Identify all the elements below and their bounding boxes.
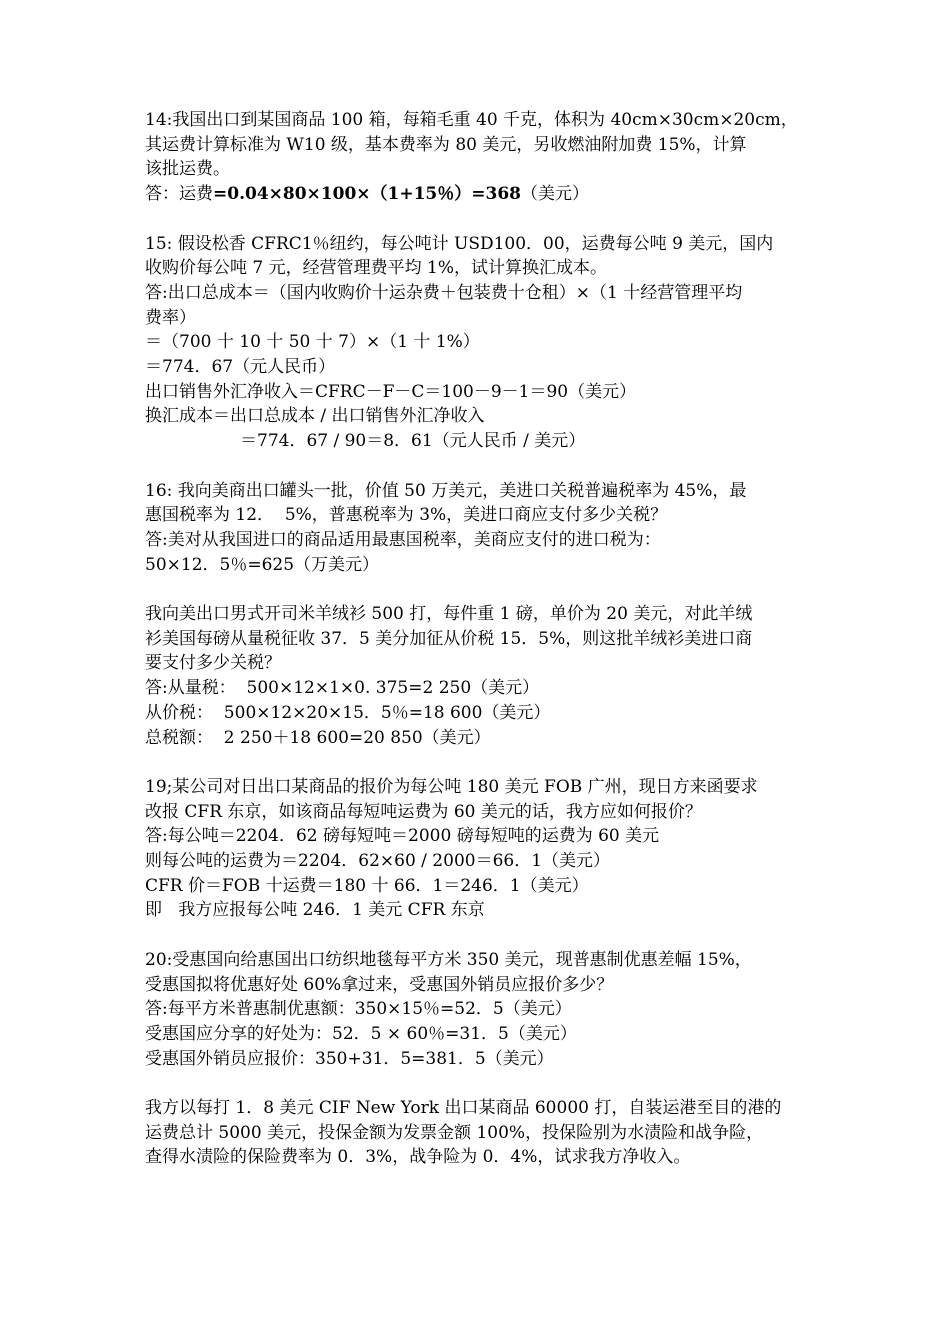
answer-line: 答:出口总成本＝（国内收购价十运杂费＋包装费十仓租）×（1 十经营管理平均 [145, 282, 743, 303]
answer-line: 费率） [145, 307, 196, 328]
paragraph-gap [145, 1071, 813, 1096]
answer-line: 答:美对从我国进口的商品适用最惠国税率，美商应支付的进口税为： [145, 529, 661, 550]
document-page [145, 108, 813, 1170]
answer-line: 从价税： 500×12×20×15．5％=18 600（美元） [145, 702, 551, 723]
answer-unit: （美元） [520, 184, 589, 205]
answer-prefix: 答：运费 [145, 184, 213, 205]
problem-19 [145, 775, 813, 923]
answer-line: ＝774．67（元人民币） [145, 357, 336, 378]
answer-line: 受惠国外销员应报价：350+31．5=381．5（美元） [145, 1048, 554, 1069]
question-line: 19;某公司对日出口某商品的报价为每公吨 180 美元 FOB 广州，现日方来函要求 [145, 776, 758, 797]
answer-line: ＝（700 十 10 十 50 十 7）×（1 十 1%） [145, 332, 480, 353]
question-line: 运费总计 5000 美元，投保金额为发票金额 100%，投保险别为水渍险和战争险， [145, 1122, 764, 1143]
answer-line: 答:每公吨＝2204．62 磅每短吨＝2000 磅每短吨的运费为 60 美元 [145, 826, 660, 847]
answer-line: 换汇成本＝出口总成本 / 出口销售外汇净收入 [145, 406, 485, 427]
problem-14 [145, 108, 813, 207]
answer-line: 答:每平方米普惠制优惠额：350×15％=52．5（美元） [145, 999, 572, 1020]
paragraph-gap [145, 207, 813, 232]
question-line: 我方以每打 1．8 美元 CIF New York 出口某商品 60000 打，自装运港至目的港的 [145, 1098, 782, 1119]
problem-20 [145, 948, 813, 1072]
answer-line: 总税额： 2 250＋18 600=20 850（美元） [145, 727, 491, 748]
question-line: 衫美国每磅从量税征收 37．5 美分加征从价税 15．5%，则这批羊绒衫美进口商 [145, 628, 753, 649]
question-line: 改报 CFR 东京，如该商品每短吨运费为 60 美元的话，我方应如何报价？ [145, 801, 702, 822]
paragraph-gap [145, 750, 813, 775]
question-line: 惠国税率为 12． 5%，普惠税率为 3%，美进口商应支付多少关税？ [145, 505, 668, 526]
question-line: 我向美出口男式开司米羊绒衫 500 打，每件重 1 磅，单价为 20 美元，对此羊绒 [145, 604, 753, 625]
answer-line: 即 我方应报每公吨 246．1 美元 CFR 东京 [145, 900, 485, 921]
question-line: 该批运费。 [145, 159, 230, 180]
question-line: 20:受惠国向给惠国出口纺织地毯每平方米 350 美元，现普惠制优惠差幅 15%， [145, 949, 752, 970]
answer-line: CFR 价＝FOB 十运费＝180 十 66．1＝246．1（美元） [145, 875, 589, 896]
answer-line: 50×12．5％=625（万美元） [145, 554, 380, 575]
problem-15 [145, 232, 813, 454]
question-line: 16: 我向美商出口罐头一批，价值 50 万美元，美进口关税普遍税率为 45%，最 [145, 480, 747, 501]
answer-line: 受惠国应分享的好处为：52．5 × 60％=31．5（美元） [145, 1023, 577, 1044]
question-line: 14:我国出口到某国商品 100 箱，每箱毛重 40 千克，体积为 40cm×30cm×20cm， [145, 110, 798, 130]
question-line: 收购价每公吨 7 元，经营管理费平均 1%，试计算换汇成本。 [145, 258, 607, 279]
paragraph-gap [145, 923, 813, 948]
question-line: 要支付多少关税？ [145, 653, 281, 674]
answer-line: ＝774．67 / 90＝8．61（元人民币 / 美元） [240, 431, 586, 452]
problem-16 [145, 479, 813, 578]
question-line: 15: 假设松香 CFRC1％纽约，每公吨计 USD100．00，运费每公吨 9 美元，国内 [145, 233, 774, 254]
answer-line: 答:从量税： 500×12×1×0. 375=2 250（美元） [145, 678, 540, 699]
answer-line: 出口销售外汇净收入＝CFRC－F－C＝100－9－1＝90（美元） [145, 381, 637, 402]
question-line: 查得水渍险的保险费率为 0．3%，战争险为 0．4%，试求我方净收入。 [145, 1147, 691, 1168]
paragraph-gap [145, 454, 813, 479]
problem-17 [145, 602, 813, 750]
answer-line: 则每公吨的运费为＝2204．62×60 / 2000＝66．1（美元） [145, 851, 611, 872]
answer-formula: =0.04×80×100×（1+15％）=368 [213, 184, 521, 205]
problem-21 [145, 1096, 813, 1170]
question-line: 受惠国拟将优惠好处 60%拿过来，受惠国外销员应报价多少？ [145, 974, 614, 995]
question-line: 其运费计算标准为 W10 级，基本费率为 80 美元，另收燃油附加费 15%，计算 [145, 134, 747, 155]
paragraph-gap [145, 577, 813, 602]
answer-line [145, 182, 813, 207]
